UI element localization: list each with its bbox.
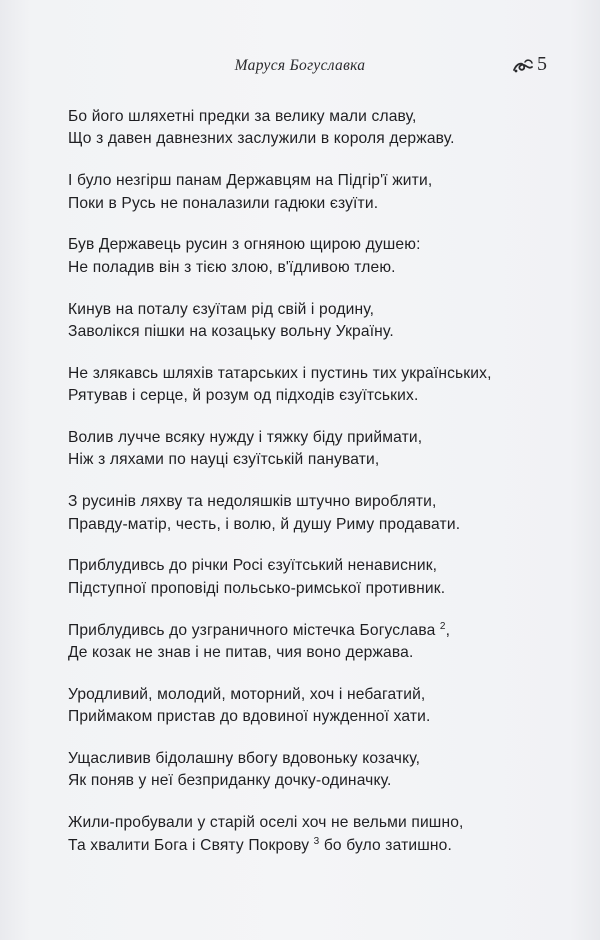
page-number: 5 (537, 53, 547, 75)
stanza (68, 299, 568, 344)
poem-line-text: Та хвалити Бога і Святу Покрову (68, 836, 310, 854)
stanza (68, 427, 568, 472)
poem-line: Не злякавсь шляхів татарських і пустинь тих українських, (68, 364, 492, 382)
stanza (68, 170, 568, 215)
stanza (68, 555, 568, 600)
stanza (68, 812, 568, 857)
poem-line: Підступної проповіді польсько-римської противник. (68, 579, 446, 597)
poem-line: Рятував і серце, й розум од підходів єзуїтських. (68, 387, 419, 405)
stanza (68, 234, 568, 279)
poem-body (68, 106, 568, 876)
footnote-marker[interactable]: 2 (439, 620, 446, 632)
poem-line: Уродливий, молодий, моторний, хоч і небагатий, (68, 685, 426, 703)
poem-line-text: Приблудивсь до узграничного містечка Богуслава (68, 621, 436, 639)
poem-line: З русинів ляхву та недоляшків штучно виробляти, (68, 493, 437, 511)
poem-line: Заволікся пішки на козацьку вольну Україну. (68, 323, 394, 341)
footnote-marker[interactable]: 3 (313, 835, 320, 847)
stanza (68, 363, 568, 408)
poem-line: Приблудивсь до річки Росі єзуїтський ненависник, (68, 557, 438, 575)
running-title: Маруся Богуславка (234, 57, 366, 74)
poem-line: Жили-пробували у старій оселі хоч не вельми пишно, (68, 814, 464, 832)
stanza (68, 106, 568, 151)
fleuron-ornament-icon (512, 57, 534, 75)
footnote-punctuation: , (445, 621, 451, 639)
poem-line: Як поняв у неї безприданку дочку-одиначку. (68, 772, 392, 790)
poem-line: Приймаком пристав до вдовиної нужденної хати. (68, 708, 431, 726)
stanza (68, 748, 568, 793)
poem-line: Волив лучче всяку нужду і тяжку біду приймати, (68, 429, 423, 447)
poem-line: Ніж з ляхами по науці єзуїтській панувати, (68, 451, 380, 469)
stanza (68, 684, 568, 729)
poem-line: Кинув на поталу єзуїтам рід свій і родину, (68, 300, 375, 318)
poem-line: Був Державець русин з огняною щирою душею: (68, 236, 421, 254)
poem-line: Не поладив він з тією злою, в'їдливою тлею. (68, 258, 396, 276)
poem-line: Де козак не знав і не питав, чия воно держава. (68, 644, 414, 662)
stanza (68, 491, 568, 536)
poem-line (68, 835, 568, 857)
poem-line: Ущасливив бідолашну вбогу вдовоньку козачку, (68, 750, 421, 768)
stanza (68, 620, 568, 665)
poem-line-text: бо було затишно. (319, 836, 452, 854)
poem-line: Що з давен давнезних заслужили в короля державу. (68, 130, 455, 148)
poem-line (68, 620, 568, 642)
poem-line: Поки в Русь не поналазили гадюки єзуїти. (68, 194, 379, 212)
poem-line: І було незгірш панам Державцям на Підгір'ї жити, (68, 172, 433, 190)
poem-line: Правду-матір, честь, і волю, й душу Риму продавати. (68, 515, 461, 533)
poem-line: Бо його шляхетні предки за велику мали славу, (68, 108, 417, 125)
page-header (0, 53, 600, 83)
